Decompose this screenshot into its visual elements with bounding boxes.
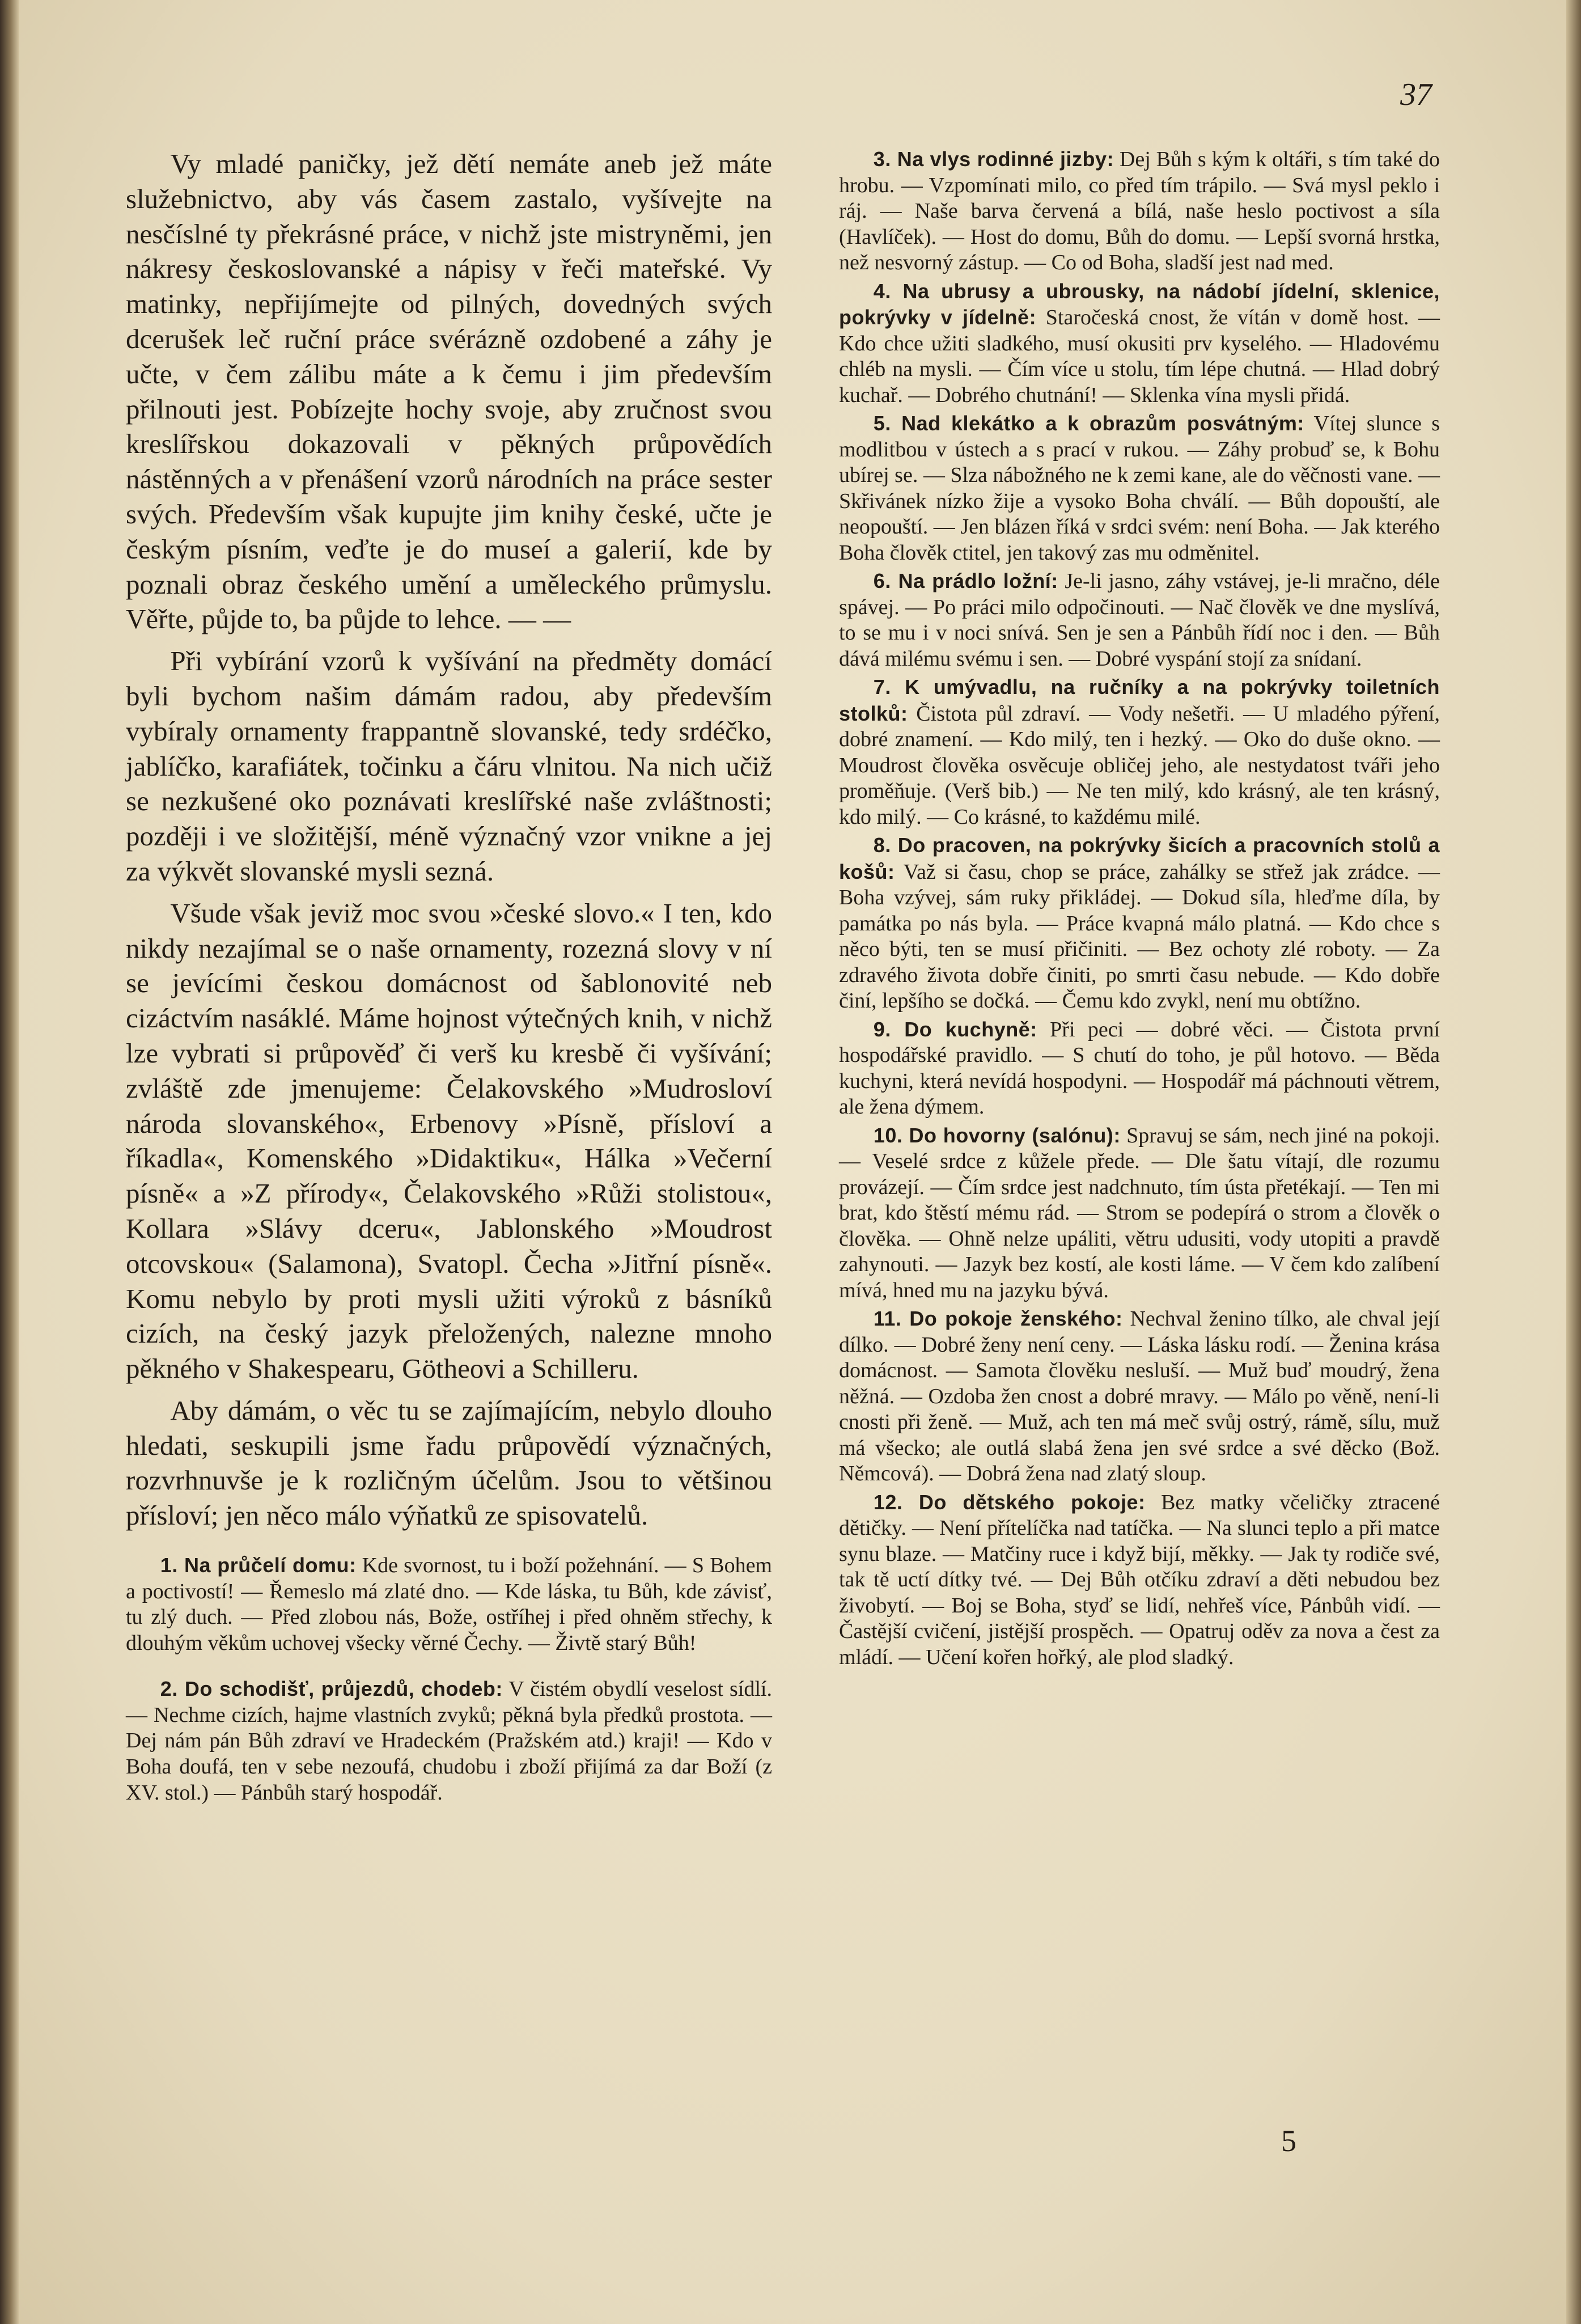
paragraph: Aby dámám, o věc tu se zajímajícím, nebylo dlouho hledati, seskupili jsme řadu průpovědí význačných, rozvrhnuvše je k rozličným účelům. Jsou to většinou přísloví; jen něco málo výňatků ze spisovatelů. — [126, 1394, 772, 1531]
entry-text: Važ si času, chop se práce, zahálky se střež jak zrádce. — Boha vzývej, sám ruky přikládej. — Dokud síla, hleďme díla, by památka po nás byla. — Práce kvapná málo platná. — Kdo chce s něco býti, ten se musí přičiniti. — Bez ochoty zlé roboty. — Za zdravého života dobře činiti, po smrti času nebude. — Kdo dobře činí, lepšího se dočká. — Čemu kdo zvykl, není mu obtížno. — [839, 860, 1440, 1013]
paragraph: Při vybírání vzorů k vyšívání na předměty domácí byli bychom našim dámám radou, aby především vybíraly ornamenty frappantně slovanské, tedy srdéčko, jablíčko, karafiátek, točinku a čáru vlnitou. Na nich učiž se nezkušené oko poznávati kreslířské naše zvláštnosti; později i ve složitější, méně význačný vzor vnikne a jej za výkvět slovanské mysli sezná. — [126, 645, 772, 887]
entry-heading: 4. Na ubrusy a ubrousky, na nádobí jídelní, sklenice, pokrývky v jídelně: — [839, 279, 1440, 329]
entry-text: Je-li jasno, záhy vstávej, je-li mračno, déle spávej. — Po práci milo odpočinouti. — Nač člověk ve dne myslívá, to se mu i v noci snívá. Sen je sen a Pánbůh řídí noc i den. — Bůh dává milému svému i sen. — Dobré vyspání stojí za snídaní. — [839, 569, 1440, 671]
page-outer-edge — [1566, 0, 1581, 2324]
page-binding-edge — [0, 0, 19, 2324]
proverb-entry — [126, 1676, 772, 1806]
entry-text: V čistém obydlí veselost sídlí. — Nechme cizích, hajme vlastních zvyků; pěkná byla předků prostota. — Dej nám pán Bůh zdraví ve Hradeckém (Pražském atd.) kraji! — Kdo v Boha doufá, ten v sebe nezoufá, chudobu i zboží přijímá za dar Boží (z XV. stol.) — Pánbůh starý hospodář. — [126, 1677, 772, 1805]
signature-mark: 5 — [1281, 2124, 1296, 2158]
entry-heading: 1. Na průčelí domu: — [160, 1553, 357, 1577]
entry-heading: 5. Nad klekátko a k obrazům posvátným: — [873, 412, 1304, 435]
entry-heading: 6. Na prádlo ložní: — [873, 569, 1058, 592]
proverb-entry — [839, 278, 1440, 409]
proverb-entry — [839, 832, 1440, 1014]
proverb-entry — [839, 674, 1440, 830]
entry-text: Spravuj se sám, nech jiné na pokoji. — Veselé srdce z kůžele přede. — Dle šatu vítají, dle rozumu provázejí. — Čím srdce jest nadchnuto, tím ústa přetékají. — Ten mi brat, kdo štěstí mému rád. — Strom se podepírá o strom a člověk o člověka. — Ohně nelze upáliti, větru udusiti, vody utopiti a pravdě zahynouti. — Jazyk bez kostí, ale kosti láme. — V čem kdo zalíbení mívá, hned mu na jazyku bývá. — [839, 1123, 1440, 1302]
entry-heading: 9. Do kuchyně: — [873, 1017, 1037, 1041]
entry-text: Staročeská cnost, že vítán v domě host. — Kdo chce užiti sladkého, musí okusiti prv kyselého. — Hladovému chléb na mysli. — Čím více u stolu, tím lépe chutná. — Hlad dobrý kuchař. — Dobrého chutnání! — Sklenka vína mysli přidá. — [839, 306, 1440, 407]
page-number: 37 — [1400, 77, 1432, 112]
entry-text: Kde svornost, tu i boží požehnání. — S Bohem a poctivostí! — Řemeslo má zlaté dno. — Kde láska, tu Bůh, kde závisť, tu zlý duch. — Před zlobou nás, Bože, ostříhej i před ohněm střechy, k dlouhým věkům uchovej všecky věrné Čechy. — Živtě starý Bůh! — [126, 1553, 772, 1656]
proverb-entry — [839, 410, 1440, 566]
entry-text: Bez matky včeličky ztracené dětičky. — Není přítelíčka nad tatíčka. — Na slunci teplo a při matce synu blaze. — Matčiny ruce i když bijí, měkky. — Jak ty rodiče své, tak tě uctí dítky tvé. — Dej Bůh otčíku zdraví a děti nebudou bez živobytí. — Boj se Boha, styď se lidí, nehřeš více, Pánbůh vidí. — Častější cvičení, jistější prospěch. — Opatruj oděv za nova a čest za mládí. — Učení kořen hořký, ale plod sladký. — [839, 1490, 1440, 1669]
entry-text: Při peci — dobré věci. — Čistota první hospodářské pravidlo. — S chutí do toho, je půl hotovo. — Běda kuchyni, která nevídá hospodyni. — Hospodář má páchnouti větrem, ale žena dýmem. — [839, 1017, 1440, 1119]
right-column — [839, 146, 1440, 1673]
proverb-entry — [839, 1017, 1440, 1120]
entry-heading: 12. Do dětského pokoje: — [873, 1490, 1146, 1514]
entry-text: Nechval ženino tílko, ale chval její dílko. — Dobré ženy není ceny. — Láska lásku rodí. — Ženina krása domácnost. — Samota člověku nesluší. — Muž buď moudrý, žena něžná. — Ozdoba žen cnost a dobré mravy. — Málo po věně, není-li cnosti při ženě. — Muž, ach ten má meč svůj ostrý, rámě, sílu, muž má všecko; ale outlá slabá žena jen své srdce a své děcko (Bož. Němcová). — Dobrá žena nad zlatý sloup. — [839, 1307, 1440, 1485]
entry-text: Dej Bůh s kým k oltáři, s tím také do hrobu. — Vzpomínati milo, co před tím trápilo. — Svá mysl peklo i ráj. — Naše barva červená a bílá, naše heslo poctivost a síla (Havlíček). — Host do domu, Bůh do domu. — Lepší svorná hrstka, než nesvorný zástup. — Co od Boha, sladší jest nad med. — [839, 147, 1440, 274]
proverb-entry — [839, 1489, 1440, 1671]
entry-heading: 10. Do hovorny (salónu): — [873, 1123, 1121, 1147]
entry-heading: 8. Do pracoven, na pokrývky šicích a pracovních stolů a košů: — [839, 833, 1440, 883]
entry-heading: 3. Na vlys rodinné jizby: — [873, 147, 1114, 171]
entry-heading: 2. Do schodišť, průjezdů, chodeb: — [160, 1677, 503, 1700]
left-column — [126, 146, 772, 1806]
entry-text: Čistota půl zdraví. — Vody nešetři. — U mladého pýření, dobré znamení. — Kdo milý, ten i hezký. — Oko do duše okno. — Moudrost člověka osvěcuje obličej jeho, ale nestydatost tváři jeho proměňuje. (Verš bib.) — Ne ten milý, kdo krásný, ale ten krásný, kdo milý. — Co krásné, to každému milé. — [839, 701, 1440, 829]
entry-heading: 11. Do pokoje ženského: — [873, 1307, 1123, 1330]
proverb-entry — [839, 1123, 1440, 1304]
paragraph: Vy mladé paničky, jež dětí nemáte aneb jež máte služebnictvo, aby vás časem zastalo, vyšívejte na nesčíslné ty překrásné práce, v nichž jste mistryněmi, jen nákresy českoslovanské a nápisy v řeči mateřské. Vy matinky, nepřijímejte od pilných, dovedných svých dcerušek leč ruční práce svérázně ozdobené a záhy je učte, v čem zálibu máte a k čemu i jim především přilnouti jest. Pobízejte hochy svoje, aby zručnost svou kreslířskou dokazovali v pěkných průpovědích nástěnných a v přenášení vzorů národních na práce sester svých. Především však kupujte jim knihy české, učte je českým písním, veďte je do museí a galerií, kde by poznali obraz českého umění a uměleckého průmyslu. Věřte, půjde to, ba půjde to lehce. — — — [126, 148, 772, 635]
proverb-entry — [839, 146, 1440, 276]
paragraph: Všude však jeviž moc svou »české slovo.« I ten, kdo nikdy nezajímal se o naše ornamenty, rozezná slovy v ní se jevícími českou domácnost od šablonovité neb cizáctvím nasáklé. Máme hojnost výtečných knih, v nichž lze vybrati si průpověď či verš ku kresbě či vyšívání; zvláště zde jmenujeme: Čelakovského »Mudrosloví národa slovanského«, Erbenovy »Písně, přísloví a říkadla«, Komenského »Didaktiku«, Hálka »Večerní písně« a »Z přírody«, Čelakovského »Růži stolistou«, Kollara »Slávy dceru«, Jablonského »Moudrost otcovskou« (Salamona), Svatopl. Čecha »Jitřní písně«. Komu nebylo by proti mysli užiti výroků z básníků cizích, na český jazyk přeložených, nalezne mnoho pěkného v Shakespearu, Götheovi a Schilleru. — [126, 897, 772, 1385]
proverb-entry — [839, 1306, 1440, 1487]
proverb-entry — [126, 1552, 772, 1657]
proverb-entry — [839, 568, 1440, 672]
entry-text: Vítej slunce s modlitbou v ústech a s prací v rukou. — Záhy probuď se, k Bohu ubírej se. — Slza nábožného ne k zemi kane, ale do věčnosti vane. — Skřivánek nízko žije a vysoko Boha chválí. — Bůh dopouští, ale neopouští. — Jen blázen říká v srdci svém: není Boha. — Jak kterého Boha člověk ctitel, jen takový zas mu odměnitel. — [839, 412, 1440, 565]
entry-heading: 7. K umývadlu, na ručníky a na pokrývky toiletních stolků: — [839, 675, 1440, 725]
